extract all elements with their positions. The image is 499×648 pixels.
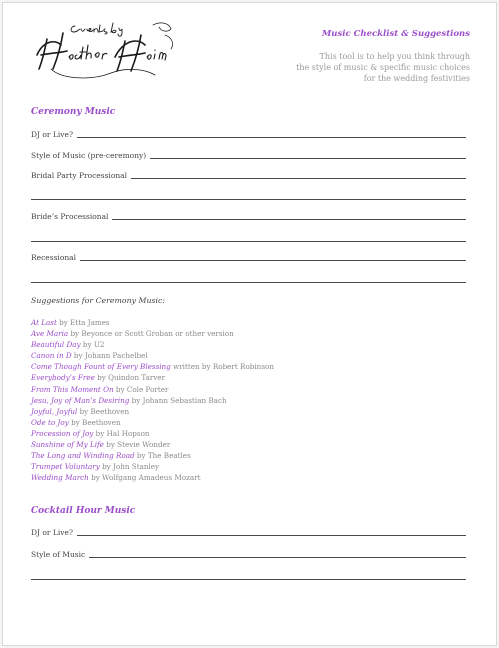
song-suggestion-item [31,428,274,439]
ceremony-dj-live-field[interactable] [31,128,466,140]
song-title: Come Though Fount of Every Blessing [31,362,171,372]
field-label: Style of Music [31,550,86,559]
song-title: From This Moment On [31,384,114,394]
field-label: Recessional [31,253,77,262]
suggestions-title: Suggestions for Ceremony Music: [31,296,165,305]
blank-fill-in-line[interactable] [31,579,466,580]
song-suggestion-item [31,350,274,361]
song-artist: written by Robert Robinson [170,362,274,372]
ceremony-style-field[interactable] [31,149,466,161]
song-artist: by Johann Pachelbel [71,351,148,361]
field-label: Bride’s Processional [31,212,109,221]
description-line: the style of music & specific music choices [296,63,470,72]
song-artist: by The Beatles [134,451,191,461]
bridal-party-processional-field[interactable] [31,169,466,181]
page-description [270,51,470,84]
song-suggestion-item [31,450,274,461]
song-suggestions-list [31,317,274,483]
song-suggestion-item [31,372,274,383]
song-artist: by U2 [80,340,105,350]
song-title: Trumpet Voluntary [31,462,100,472]
blank-fill-in-line[interactable] [31,241,466,242]
song-suggestion-item [31,417,274,428]
song-title: Sunshine of My Life [31,440,104,450]
field-label: DJ or Live? [31,130,73,139]
song-artist: by Hal Hopson [93,428,150,438]
song-title: At Last [31,318,57,327]
cocktail-dj-live-field[interactable] [31,526,466,538]
song-title: Wedding March [31,473,89,483]
song-title: Canon in D [31,351,72,361]
fill-in-line[interactable] [80,253,466,261]
fill-in-line[interactable] [112,212,466,220]
song-suggestion-item [31,461,274,472]
song-artist: by Cole Porter [113,384,169,394]
blank-fill-in-line[interactable] [31,199,466,200]
fill-in-line[interactable] [77,528,466,536]
song-suggestion-item [31,317,274,328]
song-suggestion-item [31,395,274,406]
song-suggestion-item [31,472,274,483]
ceremony-section-title: Ceremony Music [31,107,116,117]
song-title: Jesu, Joy of Man’s Desiring [31,395,130,405]
song-artist: by Johann Sebastian Bach [129,395,227,405]
song-title: Beautiful Day [31,340,81,350]
song-title: Ode to Joy [31,417,69,427]
fill-in-line[interactable] [89,550,466,558]
cocktail-section-title: Cocktail Hour Music [31,506,136,516]
song-title: Ave Maria [31,329,69,339]
song-artist: by Beyonce or Scott Groban or other version [68,329,234,339]
song-suggestion-item [31,361,274,372]
song-title: The Long and Winding Road [31,451,135,461]
fill-in-line[interactable] [131,171,466,179]
fill-in-line[interactable] [150,151,466,159]
description-line: This tool is to help you think through [319,52,470,61]
song-title: Procession of Joy [31,428,94,438]
song-artist: by Quindon Tarver [94,373,166,383]
song-suggestion-item [31,384,274,395]
song-suggestion-item [31,439,274,450]
checklist-page [2,2,497,646]
song-artist: by Wolfgang Amadeus Mozart [88,473,201,483]
recessional-field[interactable] [31,251,466,263]
field-label: DJ or Live? [31,528,73,537]
description-line: for the wedding festivities [363,74,470,83]
events-by-heather-heim-logo [33,17,183,93]
brides-processional-field[interactable] [31,210,466,222]
cocktail-style-field[interactable] [31,548,466,560]
song-artist: by Etta James [56,318,110,327]
page-title: Music Checklist & Suggestions [321,29,470,39]
field-label: Bridal Party Processional [31,171,128,180]
song-suggestion-item [31,406,274,417]
field-label: Style of Music (pre-ceremony) [31,151,147,160]
fill-in-line[interactable] [77,130,466,138]
song-suggestion-item [31,328,274,339]
song-artist: by Stevie Wonder [103,440,171,450]
song-title: Joyful, Joyful [31,406,78,416]
song-artist: by Beethoven [77,406,130,416]
song-artist: by John Stanley [99,462,160,472]
blank-fill-in-line[interactable] [31,282,466,283]
song-title: Everybody’s Free [31,373,95,383]
logo-script-graphic [33,17,183,93]
song-suggestion-item [31,339,274,350]
song-artist: by Beethoven [68,417,121,427]
